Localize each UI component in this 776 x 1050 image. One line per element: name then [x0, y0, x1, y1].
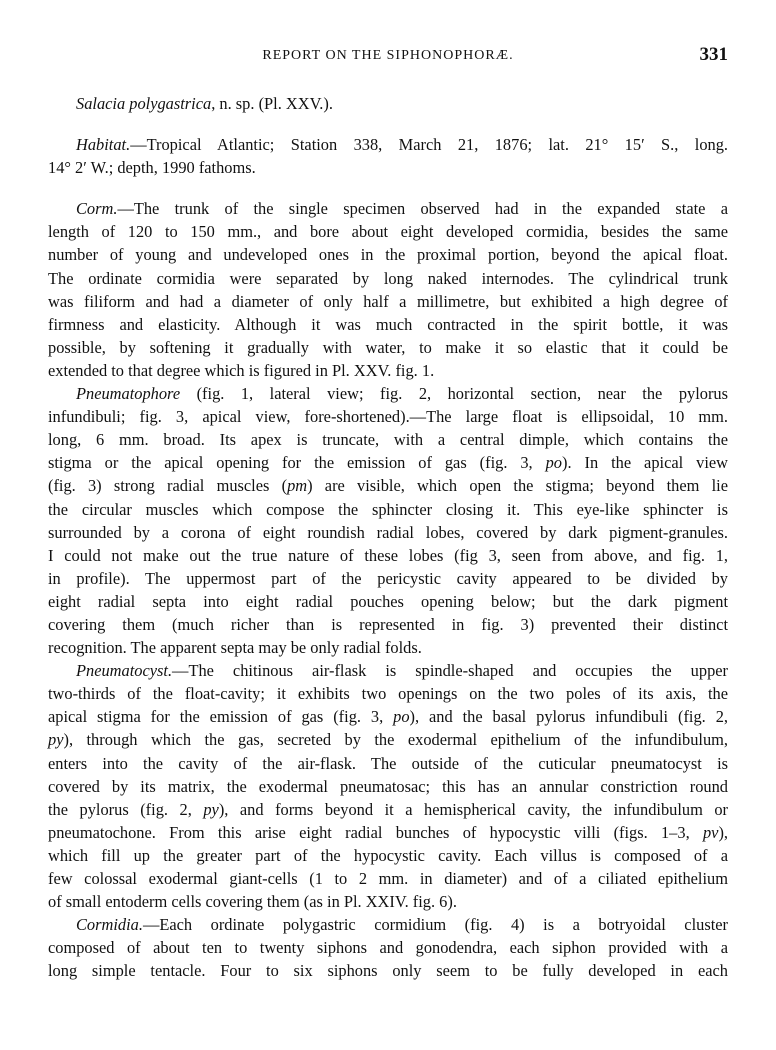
- cormidia-line: long simple tentacle. Four to six siphons only seem to be fully developed in each: [48, 961, 728, 981]
- running-head: [48, 44, 728, 70]
- species-name: Salacia polygastrica: [76, 94, 212, 113]
- pneumatophore-line: stigma or the apical opening for the emission of gas (fig. 3, po). In the apical view: [48, 453, 728, 473]
- corm-label: Corm.: [76, 199, 118, 219]
- corm-line: was filiform and had a diameter of only half a millimetre, but exhibited a high degree of: [48, 291, 728, 311]
- pneumatocyst-line: the pylorus (fig. 2, py), and forms beyond it a hemispherical cavity, the infundibulum or: [48, 799, 728, 819]
- corm-line: length of 120 to 150 mm., and bore about eight developed cormidia, besides the same: [48, 222, 728, 242]
- pneumatophore-line: the circular muscles which compose the sphincter closing it. This eye-like sphincter is: [48, 499, 728, 519]
- cormidia-line: composed of about ten to twenty siphons and gonodendra, each siphon provided with a: [48, 938, 728, 958]
- running-title: REPORT ON THE SIPHONOPHORÆ.: [262, 48, 514, 63]
- corm-line: possible, by softening it gradually with water, to make it so elastic that it could be: [48, 337, 728, 357]
- spacer: [48, 115, 728, 133]
- body-text: [48, 92, 728, 982]
- pneumatocyst-line: apical stigma for the emission of gas (fig. 3, po), and the basal pylorus infundibuli (fig. 2,: [48, 707, 729, 727]
- habitat-line-1: Habitat.—Tropical Atlantic; Station 338, March 21, 1876; lat. 21° 15′ S., long.: [76, 135, 728, 155]
- cormidia-label: Cormidia.: [76, 915, 143, 935]
- pneumatophore-line: in profile). The uppermost part of the pericystic cavity appeared to be divided by: [48, 568, 728, 588]
- cormidia-line-1: Cormidia.—Each ordinate polygastric cormidium (fig. 4) is a botryoidal cluster: [76, 915, 728, 935]
- species-heading: Salacia polygastrica, n. sp. (Pl. XXV.).: [76, 94, 333, 113]
- corm-line-1: Corm.—The trunk of the single specimen observed had in the expanded state a: [76, 199, 728, 219]
- pneumatophore-line: covering them (much richer than is represented in fig. 3) prevented their distinct: [48, 614, 728, 634]
- page-number: 331: [699, 44, 728, 65]
- pneumatophore-line: surrounded by a corona of eight roundish radial lobes, covered by dark pigment-granules.: [48, 522, 728, 542]
- pneumatocyst-line: few colossal exodermal giant-cells (1 to 2 mm. in diameter) and of a ciliated epithelium: [48, 869, 728, 888]
- pneumatophore-line: recognition. The apparent septa may be only radial folds.: [48, 638, 422, 658]
- pneumatocyst-line: pneumatochone. From this arise eight radial bunches of hypocystic villi (figs. 1–3, pv),: [48, 822, 728, 842]
- pneumatophore-line-1: Pneumatophore (fig. 1, lateral view; fig. 2, horizontal section, near the pylorus: [76, 384, 728, 404]
- pneumatocyst-label: Pneumatocyst.: [76, 661, 173, 681]
- pneumatophore-line: I could not make out the true nature of these lobes (fig 3, seen from above, and fig. 1,: [48, 545, 728, 565]
- corm-line: extended to that degree which is figured in Pl. XXV. fig. 1.: [48, 360, 435, 380]
- pneumatocyst-line: which fill up the greater part of the hypocystic cavity. Each villus is composed of a: [48, 845, 728, 865]
- pneumatophore-line: infundibuli; fig. 3, apical view, fore-shortened).—The large float is ellipsoidal, 10 mm.: [48, 407, 728, 427]
- spacer: [48, 179, 728, 197]
- pneumatocyst-line: covered by its matrix, the exodermal pneumatosac; this has an annular constriction round: [48, 776, 728, 796]
- corm-line: firmness and elasticity. Although it was much contracted in the spirit bottle, it was: [48, 314, 728, 334]
- pneumatophore-line: (fig. 3) strong radial muscles (pm) are visible, which open the stigma; beyond them lie: [48, 476, 728, 496]
- pneumatocyst-line: two-thirds of the float-cavity; it exhibits two openings on the two poles of its axis, the: [48, 684, 728, 704]
- pneumatophore-line: long, 6 mm. broad. Its apex is truncate, with a central dimple, which contains the: [48, 430, 728, 450]
- pneumatocyst-line-1: Pneumatocyst.—The chitinous air-flask is spindle-shaped and occupies the upper: [76, 661, 728, 681]
- corm-line: The ordinate cormidia were separated by long naked internodes. The cylindrical trunk: [48, 268, 728, 288]
- habitat-line-2: 14° 2′ W.; depth, 1990 fathoms.: [48, 158, 256, 178]
- pneumatocyst-line: py), through which the gas, secreted by the exodermal epithelium of the infundibulum,: [48, 730, 728, 750]
- corm-line: number of young and undeveloped ones in the proximal portion, beyond the apical float.: [48, 245, 728, 265]
- pneumatocyst-line: enters into the cavity of the air-flask. The outside of the cuticular pneumatocyst is: [48, 753, 728, 773]
- habitat-label: Habitat.: [76, 135, 131, 155]
- pneumatophore-line: eight radial septa into eight radial pouches opening below; but the dark pigment: [48, 591, 728, 611]
- pneumatophore-label: Pneumatophore: [76, 384, 181, 404]
- pneumatocyst-line: of small entoderm cells covering them (as in Pl. XXIV. fig. 6).: [48, 892, 457, 912]
